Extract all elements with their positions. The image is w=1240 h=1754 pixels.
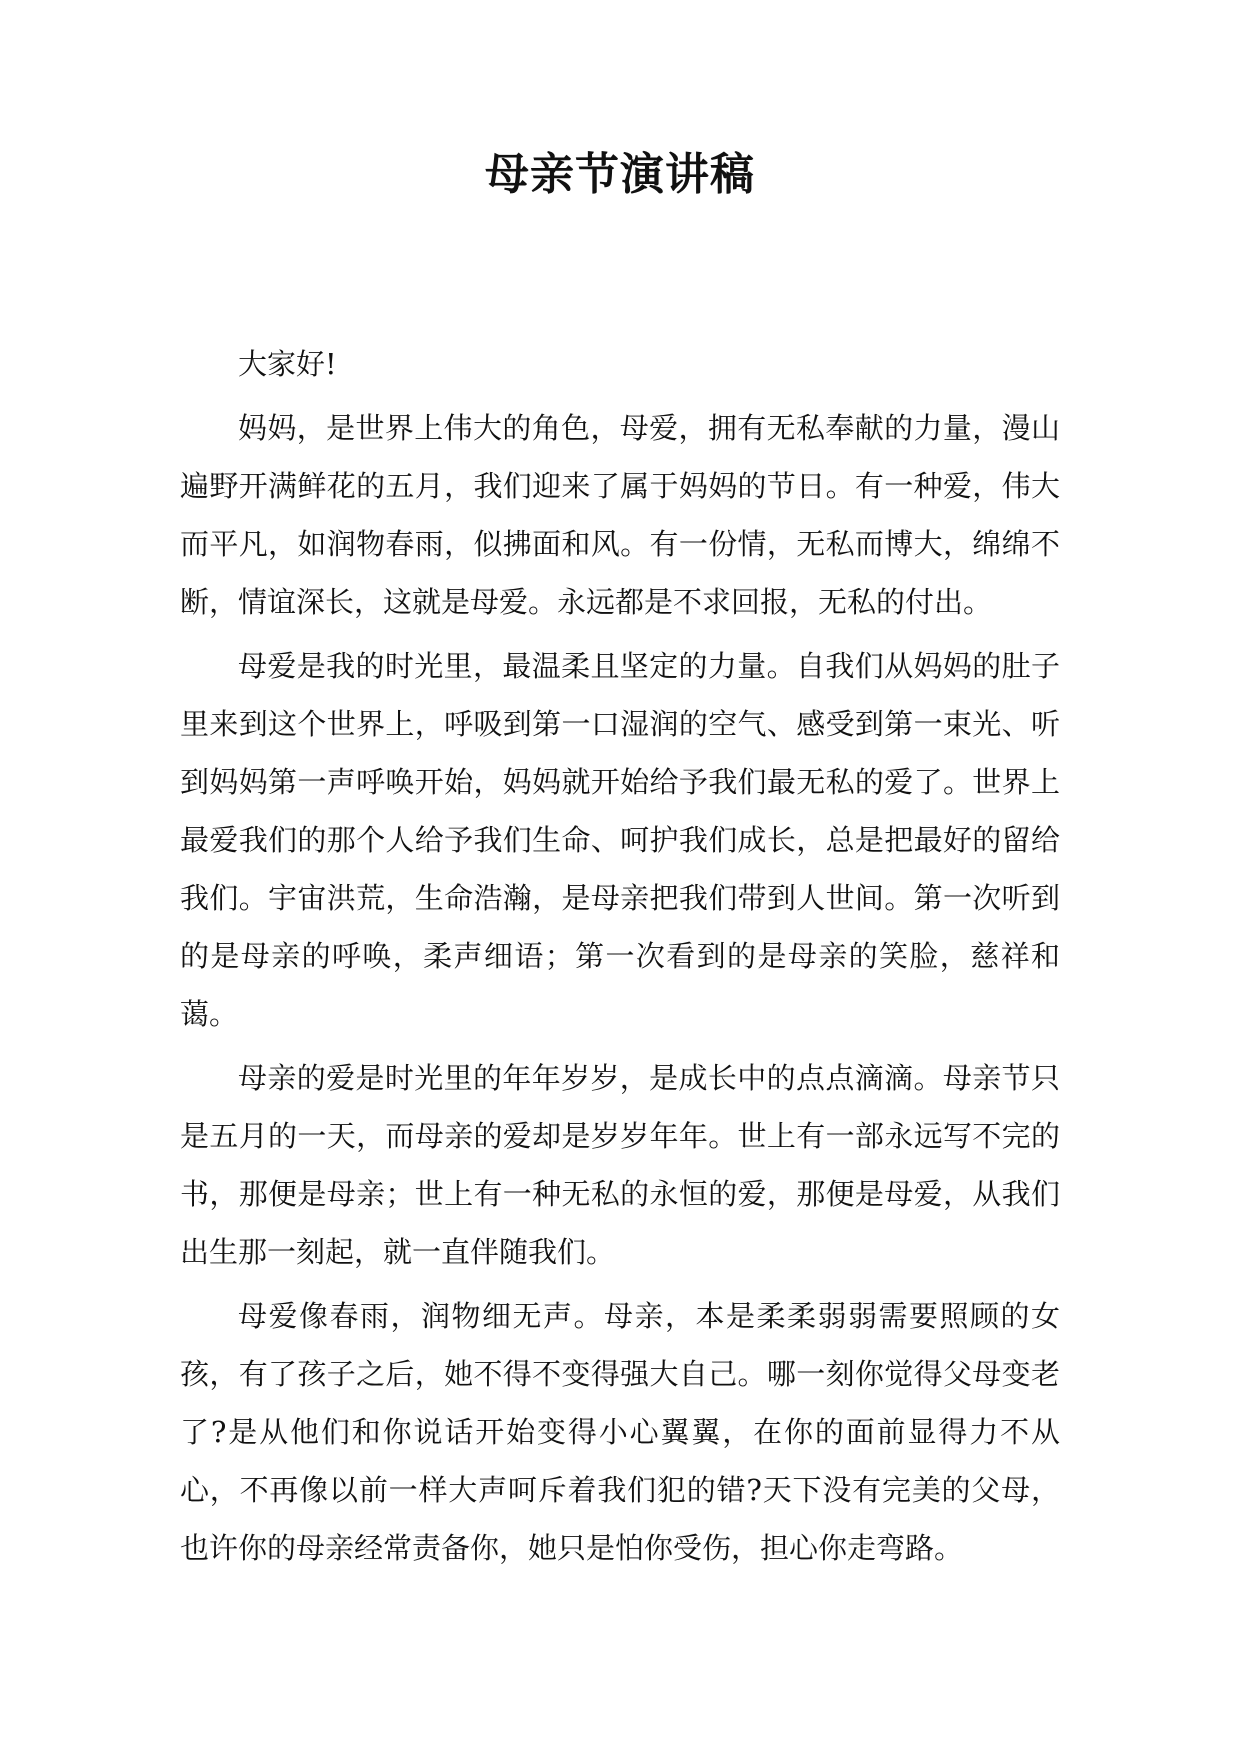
document-body — [180, 335, 1060, 1583]
paragraph: 母爱是我的时光里，最温柔且坚定的力量。自我们从妈妈的肚子里来到这个世界上，呼吸到第一口湿润的空气、感受到第一束光、听到妈妈第一声呼唤开始，妈妈就开始给予我们最无私的爱了。世界上最爱我们的那个人给予我们生命、呵护我们成长，总是把最好的留给我们。宇宙洪荒，生命浩瀚，是母亲把我们带到人世间。第一次听到的是母亲的呼唤，柔声细语；第一次看到的是母亲的笑脸，慈祥和蔼。 — [180, 649, 1060, 1031]
paragraph-greeting: 大家好! — [238, 347, 337, 381]
paragraph: 母亲的爱是时光里的年年岁岁，是成长中的点点滴滴。母亲节只是五月的一天，而母亲的爱却是岁岁年年。世上有一部永远写不完的书，那便是母亲；世上有一种无私的永恒的爱，那便是母爱，从我们出生那一刻起，就一直伴随我们。 — [180, 1061, 1060, 1269]
document-title: 母亲节演讲稿 — [485, 149, 755, 200]
paragraph: 母爱像春雨，润物细无声。母亲，本是柔柔弱弱需要照顾的女孩，有了孩子之后，她不得不变得强大自己。哪一刻你觉得父母变老了?是从他们和你说话开始变得小心翼翼，在你的面前显得力不从心，不再像以前一样大声呵斥着我们犯的错?天下没有完美的父母，也许你的母亲经常责备你，她只是怕你受伤，担心你走弯路。 — [180, 1299, 1060, 1565]
paragraph: 妈妈，是世界上伟大的角色，母爱，拥有无私奉献的力量，漫山遍野开满鲜花的五月，我们迎来了属于妈妈的节日。有一种爱，伟大而平凡，如润物春雨，似拂面和风。有一份情，无私而博大，绵绵不断，情谊深长，这就是母爱。永远都是不求回报，无私的付出。 — [180, 411, 1060, 619]
